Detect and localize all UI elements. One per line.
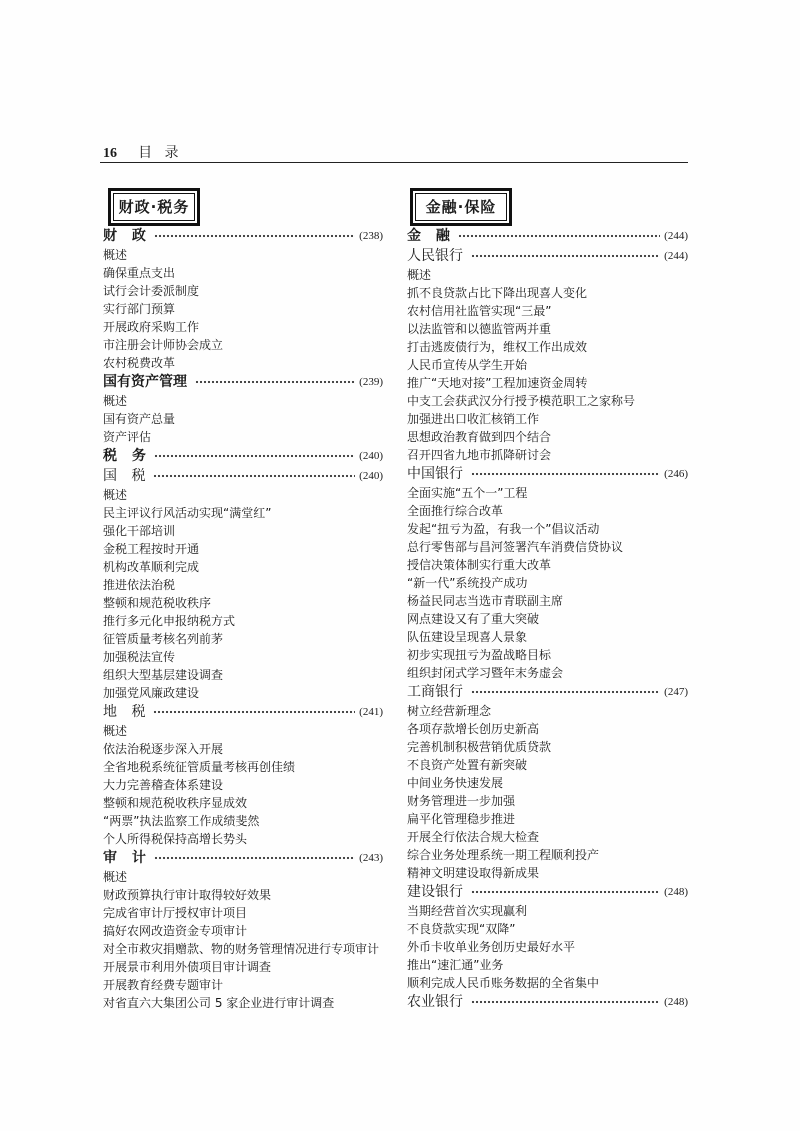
toc-heading — [407, 226, 688, 246]
entry-label: 概述 — [103, 488, 128, 502]
toc-item — [407, 302, 688, 320]
toc-item — [103, 630, 383, 648]
entry-label: 地 税 — [103, 704, 146, 720]
entry-page-number: (247) — [664, 686, 688, 698]
toc-item — [103, 558, 383, 576]
toc-item — [103, 994, 383, 1012]
entry-label: 中支工会获武汉分行授予模范职工之家称号 — [407, 394, 636, 408]
toc-item — [103, 576, 383, 594]
entry-label: 概述 — [407, 268, 432, 282]
entry-page-number: (244) — [664, 250, 688, 262]
toc-item — [407, 756, 688, 774]
toc-item — [103, 392, 383, 410]
toc-heading — [103, 226, 383, 246]
toc-item — [103, 264, 383, 282]
entry-label: 推出“速汇通”业务 — [407, 958, 504, 972]
entry-label: 加强党风廉政建设 — [103, 686, 200, 700]
toc-item — [103, 612, 383, 630]
page-number: 16 — [103, 146, 117, 161]
toc-item — [103, 428, 383, 446]
entry-label: 各项存款增长创历史新高 — [407, 722, 540, 736]
toc-list — [407, 226, 688, 1012]
entry-label: 整顿和规范税收秩序显成效 — [103, 796, 248, 810]
entry-label: 不良贷款实现“双降” — [407, 922, 516, 936]
entry-label: 抓不良贷款占比下降出现喜人变化 — [407, 286, 588, 300]
entry-label: 开展全行依法合规大检查 — [407, 830, 540, 844]
entry-label: 精神文明建设取得新成果 — [407, 866, 540, 880]
entry-label: 大力完善稽查体系建设 — [103, 778, 224, 792]
entry-label: 发起“扭亏为盈，有我一个”倡议活动 — [407, 522, 600, 536]
entry-label: 扁平化管理稳步推进 — [407, 812, 516, 826]
entry-label: 农村信用社监管实现“三最” — [407, 304, 552, 318]
entry-label: 初步实现扭亏为盈战略目标 — [407, 648, 552, 662]
toc-item — [103, 886, 383, 904]
toc-item — [407, 392, 688, 410]
toc-heading — [407, 882, 688, 902]
toc-item — [407, 446, 688, 464]
entry-label: 网点建设又有了重大突破 — [407, 612, 540, 626]
toc-item — [103, 740, 383, 758]
toc-item — [407, 538, 688, 556]
entry-page-number: (246) — [664, 468, 688, 480]
leader-dots — [154, 226, 355, 246]
entry-label: 全面实施“五个一”工程 — [407, 486, 528, 500]
entry-label: 当期经营首次实现赢利 — [407, 904, 528, 918]
entry-label: 授信决策体制实行重大改革 — [407, 558, 552, 572]
toc-item — [407, 646, 688, 664]
toc-item — [103, 830, 383, 848]
entry-label: 强化干部培训 — [103, 524, 176, 538]
toc-item — [407, 520, 688, 538]
leader-dots — [154, 848, 355, 868]
toc-item — [407, 956, 688, 974]
toc-item — [407, 266, 688, 284]
entry-label: 杨益民同志当选市青联副主席 — [407, 594, 564, 608]
entry-label: 财政预算执行审计取得较好效果 — [103, 888, 272, 902]
toc-column-left — [103, 188, 383, 1012]
section-title: 财政·税务 — [113, 193, 195, 221]
entry-label: 实行部门预算 — [103, 302, 176, 316]
entry-page-number: (240) — [359, 450, 383, 462]
toc-item — [103, 812, 383, 830]
toc-item — [407, 628, 688, 646]
toc-item — [407, 938, 688, 956]
toc-item — [103, 904, 383, 922]
section-title: 金融·保险 — [415, 193, 507, 221]
toc-item — [407, 356, 688, 374]
entry-label: 组织大型基层建设调查 — [103, 668, 224, 682]
toc-item — [103, 410, 383, 428]
entry-label: 推广“天地对接”工程加速资金周转 — [407, 376, 588, 390]
entry-page-number: (243) — [359, 852, 383, 864]
entry-label: 概述 — [103, 870, 128, 884]
toc-item — [103, 318, 383, 336]
entry-label: 国 税 — [103, 468, 146, 484]
toc-item — [407, 428, 688, 446]
toc-item — [407, 792, 688, 810]
entry-label: 完成省审计厅授权审计项目 — [103, 906, 248, 920]
toc-item — [103, 758, 383, 776]
toc-item — [103, 354, 383, 372]
section-title-box — [410, 188, 512, 226]
entry-label: 综合业务处理系统一期工程顺利投产 — [407, 848, 600, 862]
toc-item — [407, 484, 688, 502]
toc-item — [407, 410, 688, 428]
entry-label: 顺利完成人民币账务数据的全省集中 — [407, 976, 600, 990]
toc-item — [407, 738, 688, 756]
entry-label: 召开四省九地市抓降研讨会 — [407, 448, 552, 462]
toc-item — [407, 592, 688, 610]
entry-label: 工商银行 — [407, 684, 463, 700]
entry-label: 整顿和规范税收秩序 — [103, 596, 212, 610]
leader-dots — [153, 702, 355, 722]
toc-item — [407, 864, 688, 882]
entry-label: 加强进出口收汇核销工作 — [407, 412, 540, 426]
entry-label: 市注册会计师协会成立 — [103, 338, 224, 352]
toc-heading — [407, 464, 688, 484]
entry-label: 搞好农网改造资金专项审计 — [103, 924, 248, 938]
toc-heading — [407, 682, 688, 702]
toc-item — [103, 958, 383, 976]
toc-item — [103, 868, 383, 886]
toc-heading — [103, 372, 383, 392]
toc-item — [103, 922, 383, 940]
entry-label: 金 融 — [407, 228, 450, 244]
entry-label: 财 政 — [103, 228, 146, 244]
entry-label: 全面推行综合改革 — [407, 504, 504, 518]
running-head-title: 目 录 — [138, 145, 179, 161]
entry-label: “新一代”系统投产成功 — [407, 576, 528, 590]
entry-page-number: (239) — [359, 376, 383, 388]
toc-item — [103, 246, 383, 264]
entry-page-number: (238) — [359, 230, 383, 242]
entry-page-number: (240) — [359, 470, 383, 482]
leader-dots — [471, 682, 660, 702]
toc-item — [103, 648, 383, 666]
toc-item — [103, 540, 383, 558]
entry-label: 加强税法宣传 — [103, 650, 176, 664]
leader-dots — [458, 226, 660, 246]
entry-label: 组织封闭式学习暨年末务虚会 — [407, 666, 564, 680]
toc-item — [103, 776, 383, 794]
entry-label: 国有资产管理 — [103, 374, 187, 390]
leader-dots — [471, 464, 660, 484]
toc-item — [407, 338, 688, 356]
toc-item — [407, 284, 688, 302]
toc-heading — [103, 466, 383, 486]
toc-item — [407, 702, 688, 720]
toc-item — [407, 902, 688, 920]
leader-dots — [153, 466, 355, 486]
toc-item — [407, 664, 688, 682]
entry-label: 依法治税逐步深入开展 — [103, 742, 224, 756]
toc-item — [407, 720, 688, 738]
toc-heading — [103, 446, 383, 466]
running-head — [103, 142, 179, 162]
toc-heading — [103, 848, 383, 868]
entry-label: 金税工程按时开通 — [103, 542, 200, 556]
toc-heading — [103, 702, 383, 722]
entry-label: 国有资产总量 — [103, 412, 176, 426]
entry-label: 中国银行 — [407, 466, 463, 482]
entry-page-number: (241) — [359, 706, 383, 718]
entry-label: 打击逃废债行为，维权工作出成效 — [407, 340, 588, 354]
toc-item — [407, 610, 688, 628]
entry-label: 概述 — [103, 394, 128, 408]
entry-label: 概述 — [103, 248, 128, 262]
entry-label: 审 计 — [103, 850, 146, 866]
toc-item — [103, 282, 383, 300]
leader-dots — [195, 372, 355, 392]
toc-item — [407, 846, 688, 864]
toc-item — [407, 974, 688, 992]
entry-page-number: (248) — [664, 886, 688, 898]
entry-page-number: (248) — [664, 996, 688, 1008]
entry-label: 人民银行 — [407, 248, 463, 264]
entry-label: 队伍建设呈现喜人景象 — [407, 630, 528, 644]
header-rule — [100, 162, 688, 163]
toc-item — [407, 920, 688, 938]
leader-dots — [471, 882, 660, 902]
entry-label: 树立经营新理念 — [407, 704, 492, 718]
toc-item — [407, 574, 688, 592]
entry-label: 确保重点支出 — [103, 266, 176, 280]
entry-label: 农村税费改革 — [103, 356, 176, 370]
entry-label: 思想政治教育做到四个结合 — [407, 430, 552, 444]
toc-item — [407, 774, 688, 792]
toc-item — [407, 374, 688, 392]
toc-item — [407, 320, 688, 338]
entry-label: 机构改革顺利完成 — [103, 560, 200, 574]
toc-item — [103, 722, 383, 740]
entry-label: 不良资产处置有新突破 — [407, 758, 528, 772]
toc-item — [407, 810, 688, 828]
leader-dots — [471, 992, 660, 1012]
entry-label: 建设银行 — [407, 884, 463, 900]
toc-item — [103, 594, 383, 612]
entry-label: 开展教育经费专题审计 — [103, 978, 224, 992]
entry-label: 开展景市利用外债项目审计调查 — [103, 960, 272, 974]
entry-label: 推行多元化申报纳税方式 — [103, 614, 236, 628]
toc-item — [103, 336, 383, 354]
entry-label: 以法监管和以德监管两并重 — [407, 322, 552, 336]
entry-label: 中间业务快速发展 — [407, 776, 504, 790]
toc-item — [103, 300, 383, 318]
entry-label: 全省地税系统征管质量考核再创佳绩 — [103, 760, 296, 774]
leader-dots — [154, 446, 355, 466]
entry-label: 开展政府采购工作 — [103, 320, 200, 334]
toc-item — [103, 940, 383, 958]
entry-label: 完善机制积极营销优质贷款 — [407, 740, 552, 754]
toc-item — [103, 522, 383, 540]
toc-heading — [407, 246, 688, 266]
toc-item — [103, 976, 383, 994]
toc-item — [407, 556, 688, 574]
toc-item — [407, 828, 688, 846]
entry-label: 农业银行 — [407, 994, 463, 1010]
entry-label: 税 务 — [103, 448, 146, 464]
entry-label: 试行会计委派制度 — [103, 284, 200, 298]
entry-label: 推进依法治税 — [103, 578, 176, 592]
entry-label: 对省直六大集团公司 5 家企业进行审计调查 — [103, 996, 335, 1010]
entry-label: 概述 — [103, 724, 128, 738]
entry-label: 征管质量考核名列前茅 — [103, 632, 224, 646]
entry-label: 民主评议行风活动实现“满堂红” — [103, 506, 272, 520]
entry-label: 财务管理进一步加强 — [407, 794, 516, 808]
entry-label: “两票”执法监察工作成绩斐然 — [103, 814, 260, 828]
entry-label: 人民币宣传从学生开始 — [407, 358, 528, 372]
toc-item — [407, 502, 688, 520]
entry-label: 总行零售部与昌河签署汽车消费信贷协议 — [407, 540, 624, 554]
entry-page-number: (244) — [664, 230, 688, 242]
entry-label: 个人所得税保持高增长势头 — [103, 832, 248, 846]
toc-item — [103, 666, 383, 684]
entry-label: 外币卡收单业务创历史最好水平 — [407, 940, 576, 954]
entry-label: 资产评估 — [103, 430, 152, 444]
toc-heading — [407, 992, 688, 1012]
toc-item — [103, 794, 383, 812]
entry-label: 对全市救灾捐赠款、物的财务管理情况进行专项审计 — [103, 942, 380, 956]
toc-item — [103, 504, 383, 522]
toc-column-right — [407, 188, 688, 1012]
toc-item — [103, 486, 383, 504]
leader-dots — [471, 246, 660, 266]
section-title-box — [108, 188, 200, 226]
toc-list — [103, 226, 383, 1012]
toc-item — [103, 684, 383, 702]
